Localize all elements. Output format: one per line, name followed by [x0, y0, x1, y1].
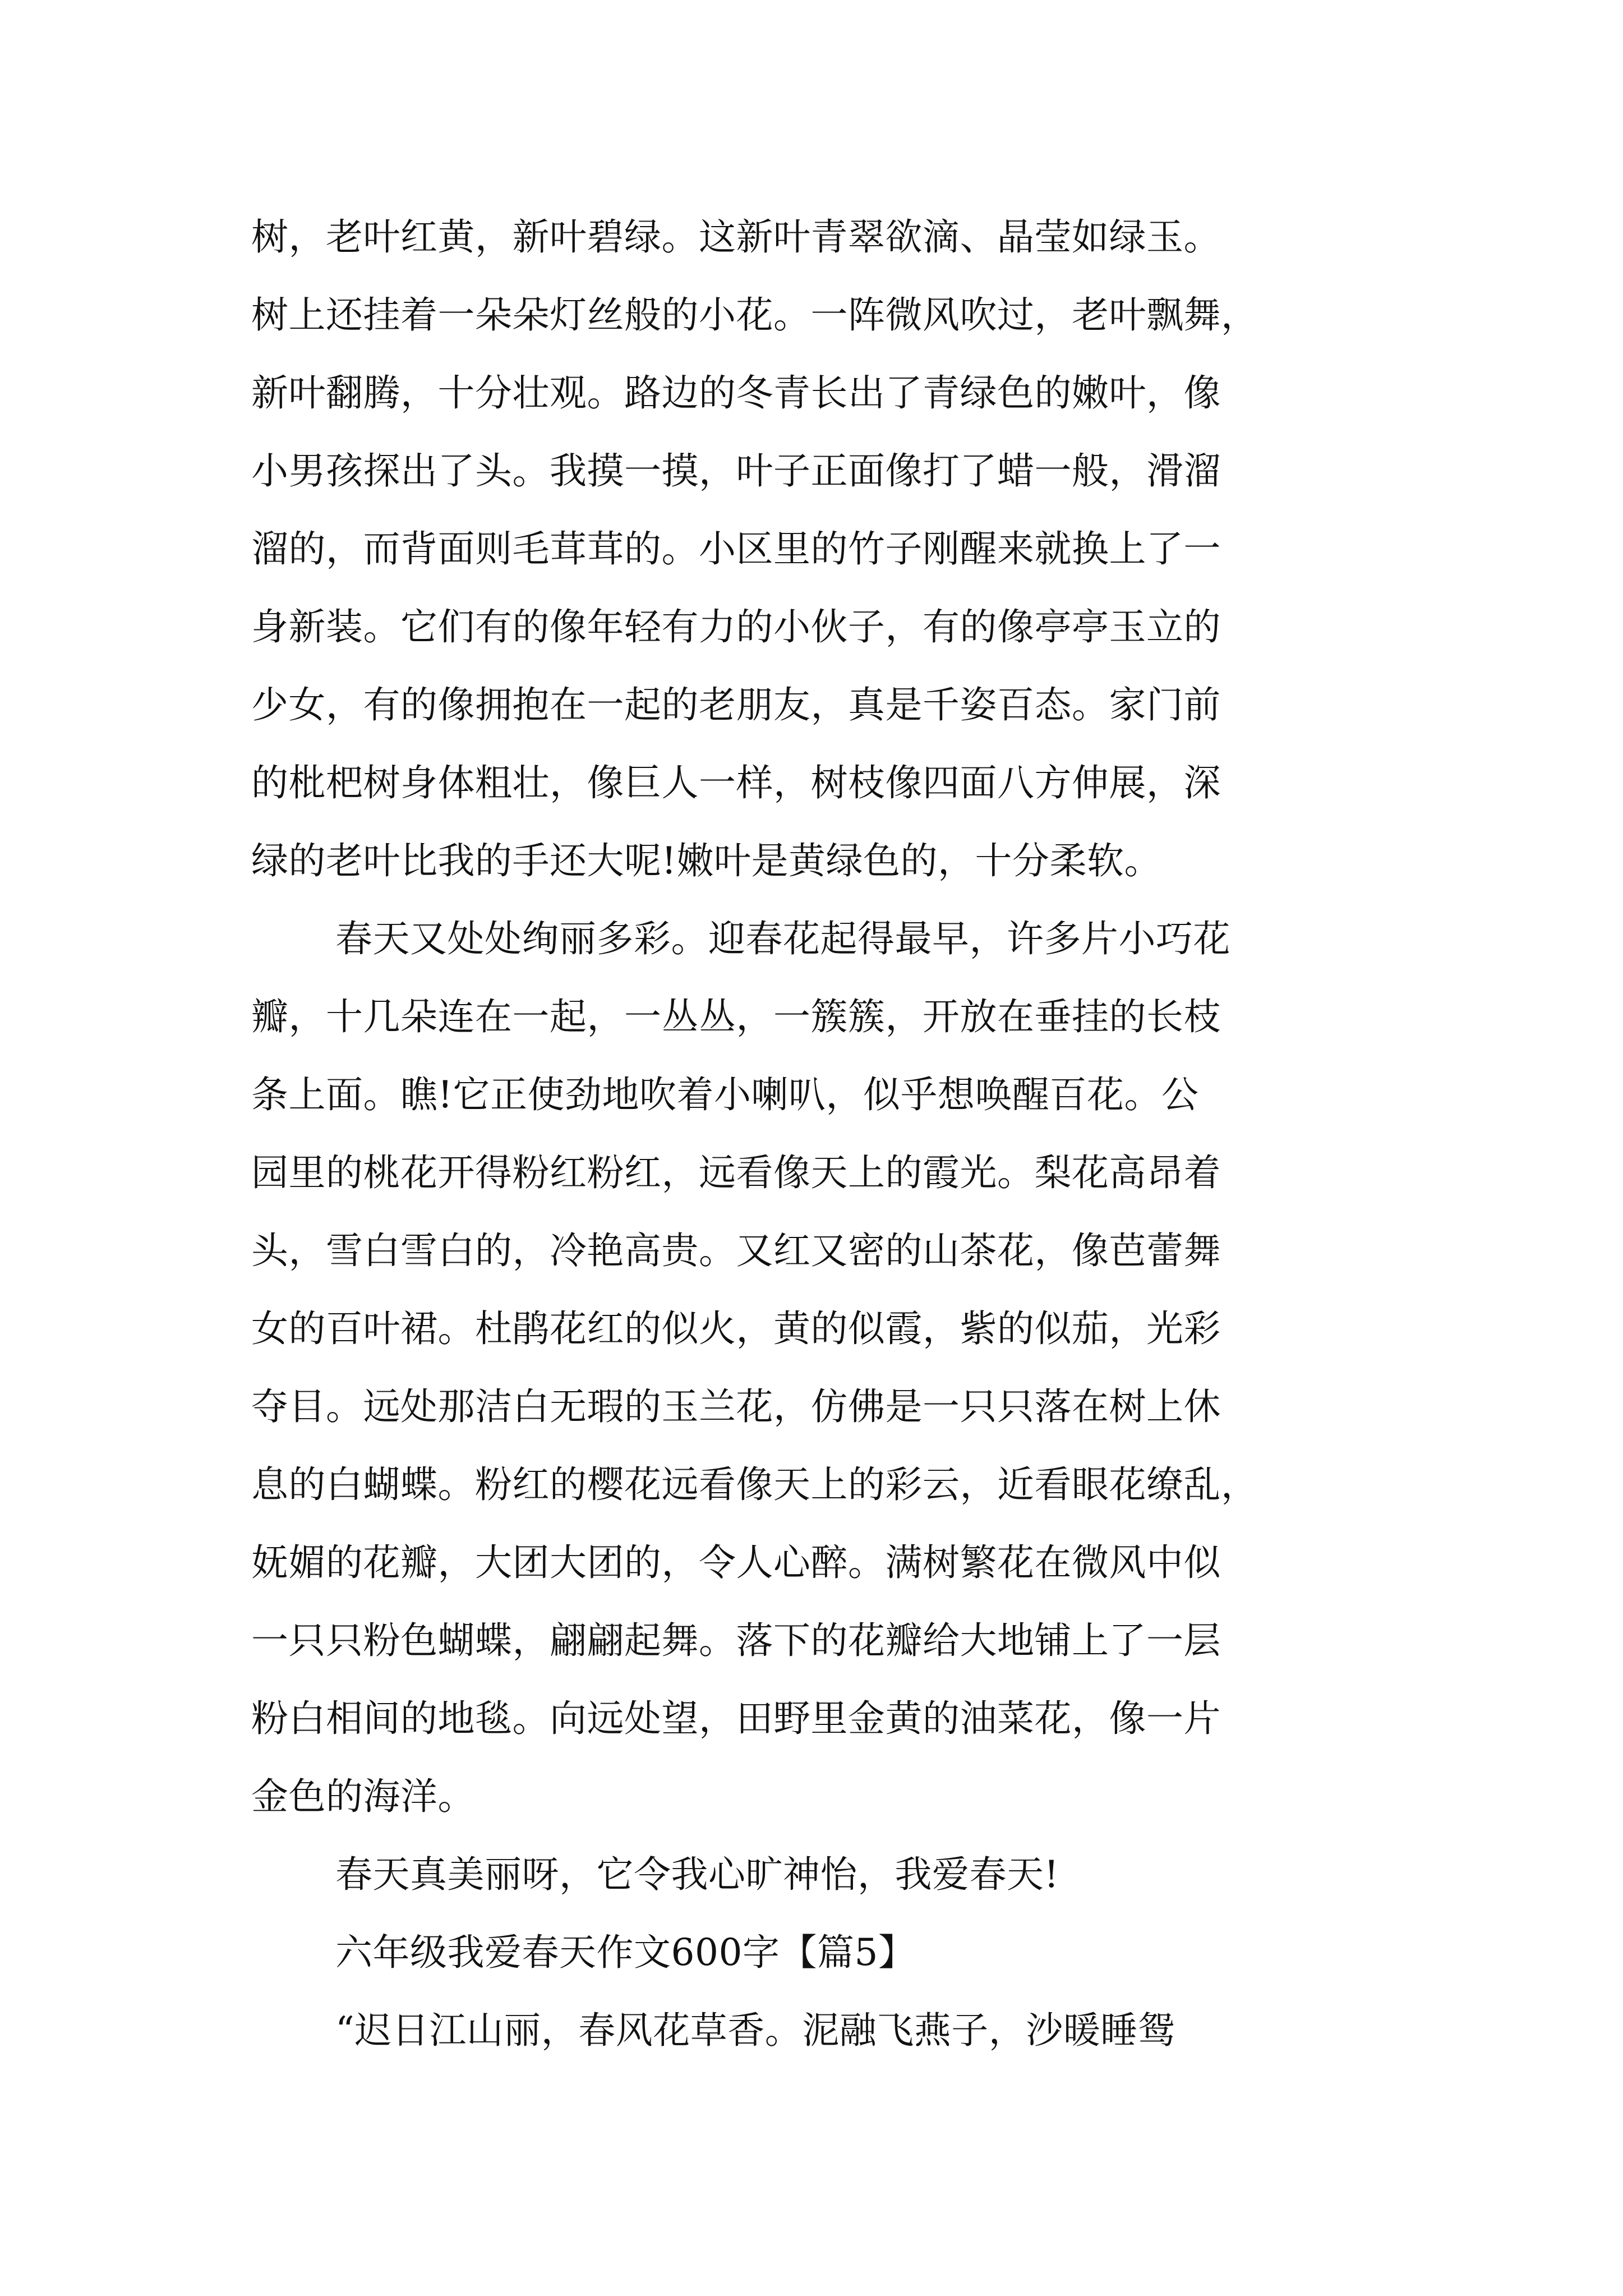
text-line: 夺目。远处那洁白无瑕的玉兰花，仿佛是一只只落在树上休 [251, 1385, 1221, 1428]
text-line: 溜的，而背面则毛茸茸的。小区里的竹子刚醒来就换上了一 [251, 527, 1221, 570]
text-line: 新叶翻腾，十分壮观。路边的冬青长出了青绿色的嫩叶，像 [251, 371, 1221, 415]
text-line: 妩媚的花瓣，大团大团的，令人心醉。满树繁花在微风中似 [251, 1541, 1221, 1584]
text-line: 小男孩探出了头。我摸一摸，叶子正面像打了蜡一般，滑溜 [251, 449, 1221, 493]
text-line: 息的白蝴蝶。粉红的樱花远看像天上的彩云，近看眼花缭乱， [251, 1463, 1258, 1506]
text-line: 一只只粉色蝴蝶，翩翩起舞。落下的花瓣给大地铺上了一层 [251, 1619, 1221, 1662]
text-line: 的枇杷树身体粗壮，像巨人一样，树枝像四面八方伸展，深 [251, 761, 1221, 804]
text-line: 头，雪白雪白的，冷艳高贵。又红又密的山茶花，像芭蕾舞 [251, 1229, 1221, 1272]
text-line: 树上还挂着一朵朵灯丝般的小花。一阵微风吹过，老叶飘舞， [251, 293, 1258, 337]
text-line: 绿的老叶比我的手还大呢!嫩叶是黄绿色的，十分柔软。 [251, 839, 1162, 882]
section-heading: 六年级我爱春天作文600字【篇5】 [335, 1931, 916, 1974]
text-line: 少女，有的像拥抱在一起的老朋友，真是千姿百态。家门前 [251, 683, 1221, 726]
paragraph-start-line: 春天真美丽呀，它令我心旷神怡，我爱春天! [335, 1853, 1059, 1896]
text-line: 瓣，十几朵连在一起，一丛丛，一簇簇，开放在垂挂的长枝 [251, 995, 1221, 1038]
text-line: 女的百叶裙。杜鹃花红的似火，黄的似霞，紫的似茄，光彩 [251, 1307, 1221, 1350]
text-line: 金色的海洋。 [251, 1775, 475, 1818]
text-line: 粉白相间的地毯。向远处望，田野里金黄的油菜花，像一片 [251, 1697, 1221, 1740]
text-line: 身新装。它们有的像年轻有力的小伙子，有的像亭亭玉立的 [251, 605, 1221, 648]
text-line: 园里的桃花开得粉红粉红，远看像天上的霞光。梨花高昂着 [251, 1151, 1221, 1194]
text-line: 树，老叶红黄，新叶碧绿。这新叶青翠欲滴、晶莹如绿玉。 [251, 215, 1221, 259]
paragraph-start-line: 春天又处处绚丽多彩。迎春花起得最早，许多片小巧花 [335, 917, 1230, 960]
text-line: 条上面。瞧!它正使劲地吹着小喇叭，似乎想唤醒百花。公 [251, 1073, 1199, 1116]
paragraph-start-line: “迟日江山丽，春风花草香。泥融飞燕子，沙暖睡鸳 [335, 2009, 1175, 2052]
